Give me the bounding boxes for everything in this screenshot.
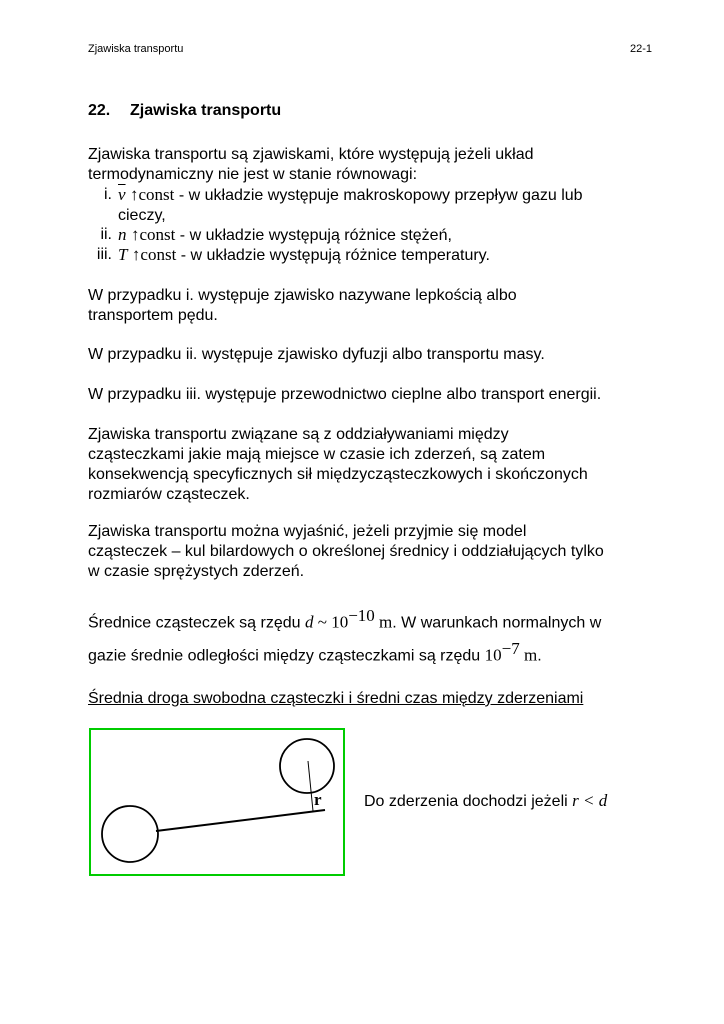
paragraph-line: W przypadku i. występuje zjawisko nazywane lepkością albo [88,287,517,304]
list-item-i [88,185,583,226]
subheading-mean-free-path: Średnia droga swobodna cząsteczki i średni czas między zderzeniami [88,690,584,707]
exponent: −7 [501,639,520,659]
arrow-icon: ↑ [130,185,139,204]
paragraph-line: Zjawiska transportu można wyjaśnić, jeżeli przyjmie się model [88,523,527,540]
arrow-icon: ↑ [131,245,141,264]
impact-parameter-line [308,761,313,811]
list-text: - w układzie występują różnice temperatury. [176,247,490,264]
moving-molecule [102,806,158,862]
unit: m [519,645,538,665]
paragraph-billiard-model [88,522,648,582]
intro-line-1: Zjawiska transportu są zjawiskami, które występują jeżeli układ [88,146,534,163]
section-number: 22. [88,102,111,119]
paragraph-line: transportem pędu. [88,307,218,324]
sizes-end: . [537,647,542,665]
const-symbol: const [139,225,176,244]
list-text-continuation: cieczy, [118,207,166,224]
const-symbol: const [138,185,175,204]
paragraph-interactions [88,425,648,505]
concentration-symbol: n [118,225,127,244]
order-base: 10 [484,645,502,665]
paragraph-conduction: W przypadku iii. występuje przewodnictwo cieplne albo transport energii. [88,386,602,403]
sizes-prefix: Średnice cząsteczek są rzędu [88,614,305,632]
collision-diagram [89,728,345,876]
diagram-frame [90,729,344,875]
sizes-line-2: gazie średnie odległości między cząsteczkami są rzędu [88,647,485,665]
paragraph-line: cząsteczek – kul bilardowych o określonej średnicy i oddziałujących tylko [88,543,604,560]
paragraph-line: w czasie sprężystych zderzeń. [88,563,305,580]
list-text: - w układzie występują różnice stężeń, [175,227,452,244]
section-title [88,102,281,120]
exponent: −10 [348,606,375,625]
paragraph-sizes [88,603,648,670]
caption-condition: r < d [572,791,608,810]
target-molecule [280,739,334,793]
velocity-symbol: $\overline{v}$ [118,185,126,204]
intro-line-2: termodynamiczny nie jest w stanie równowagi: [88,166,418,183]
intro-paragraph [88,145,648,185]
list-marker: iii. [96,246,112,263]
arrow-icon: ↑ [130,225,140,244]
list-item-iii [88,245,490,266]
impact-parameter-label: r [314,790,322,809]
list-marker: ii. [100,226,112,243]
page-header-title: Zjawiska transportu [88,43,184,55]
paragraph-viscosity [88,286,648,326]
unit: m [374,612,393,632]
paragraph-line: konsekwencją specyficznych sił międzycząsteczkowych i skończonych [88,466,588,483]
order-base: ~ 10 [313,612,349,632]
paragraph-diffusion: W przypadku ii. występuje zjawisko dyfuzji albo transportu masy. [88,346,545,363]
temperature-symbol: T [118,245,128,264]
collision-caption [364,791,607,812]
const-symbol: const [140,245,177,264]
diameter-symbol: d [305,612,314,632]
caption-text: Do zderzenia dochodzi jeżeli [364,793,573,810]
paragraph-line: rozmiarów cząsteczek. [88,486,250,503]
paragraph-line: cząsteczkami jakie mają miejsce w czasie ich zderzeń, są zatem [88,446,546,463]
list-marker: i. [104,186,112,203]
list-text: - w układzie występuje makroskopowy przepływ gazu lub [174,187,583,204]
paragraph-line: Zjawiska transportu związane są z oddziaływaniami między [88,426,509,443]
sizes-mid: . W warunkach normalnych w [392,614,602,632]
trajectory-line [156,810,325,831]
list-item-ii [88,225,452,246]
page-number: 22-1 [629,43,652,55]
section-title-text: Zjawiska transportu [130,102,282,119]
